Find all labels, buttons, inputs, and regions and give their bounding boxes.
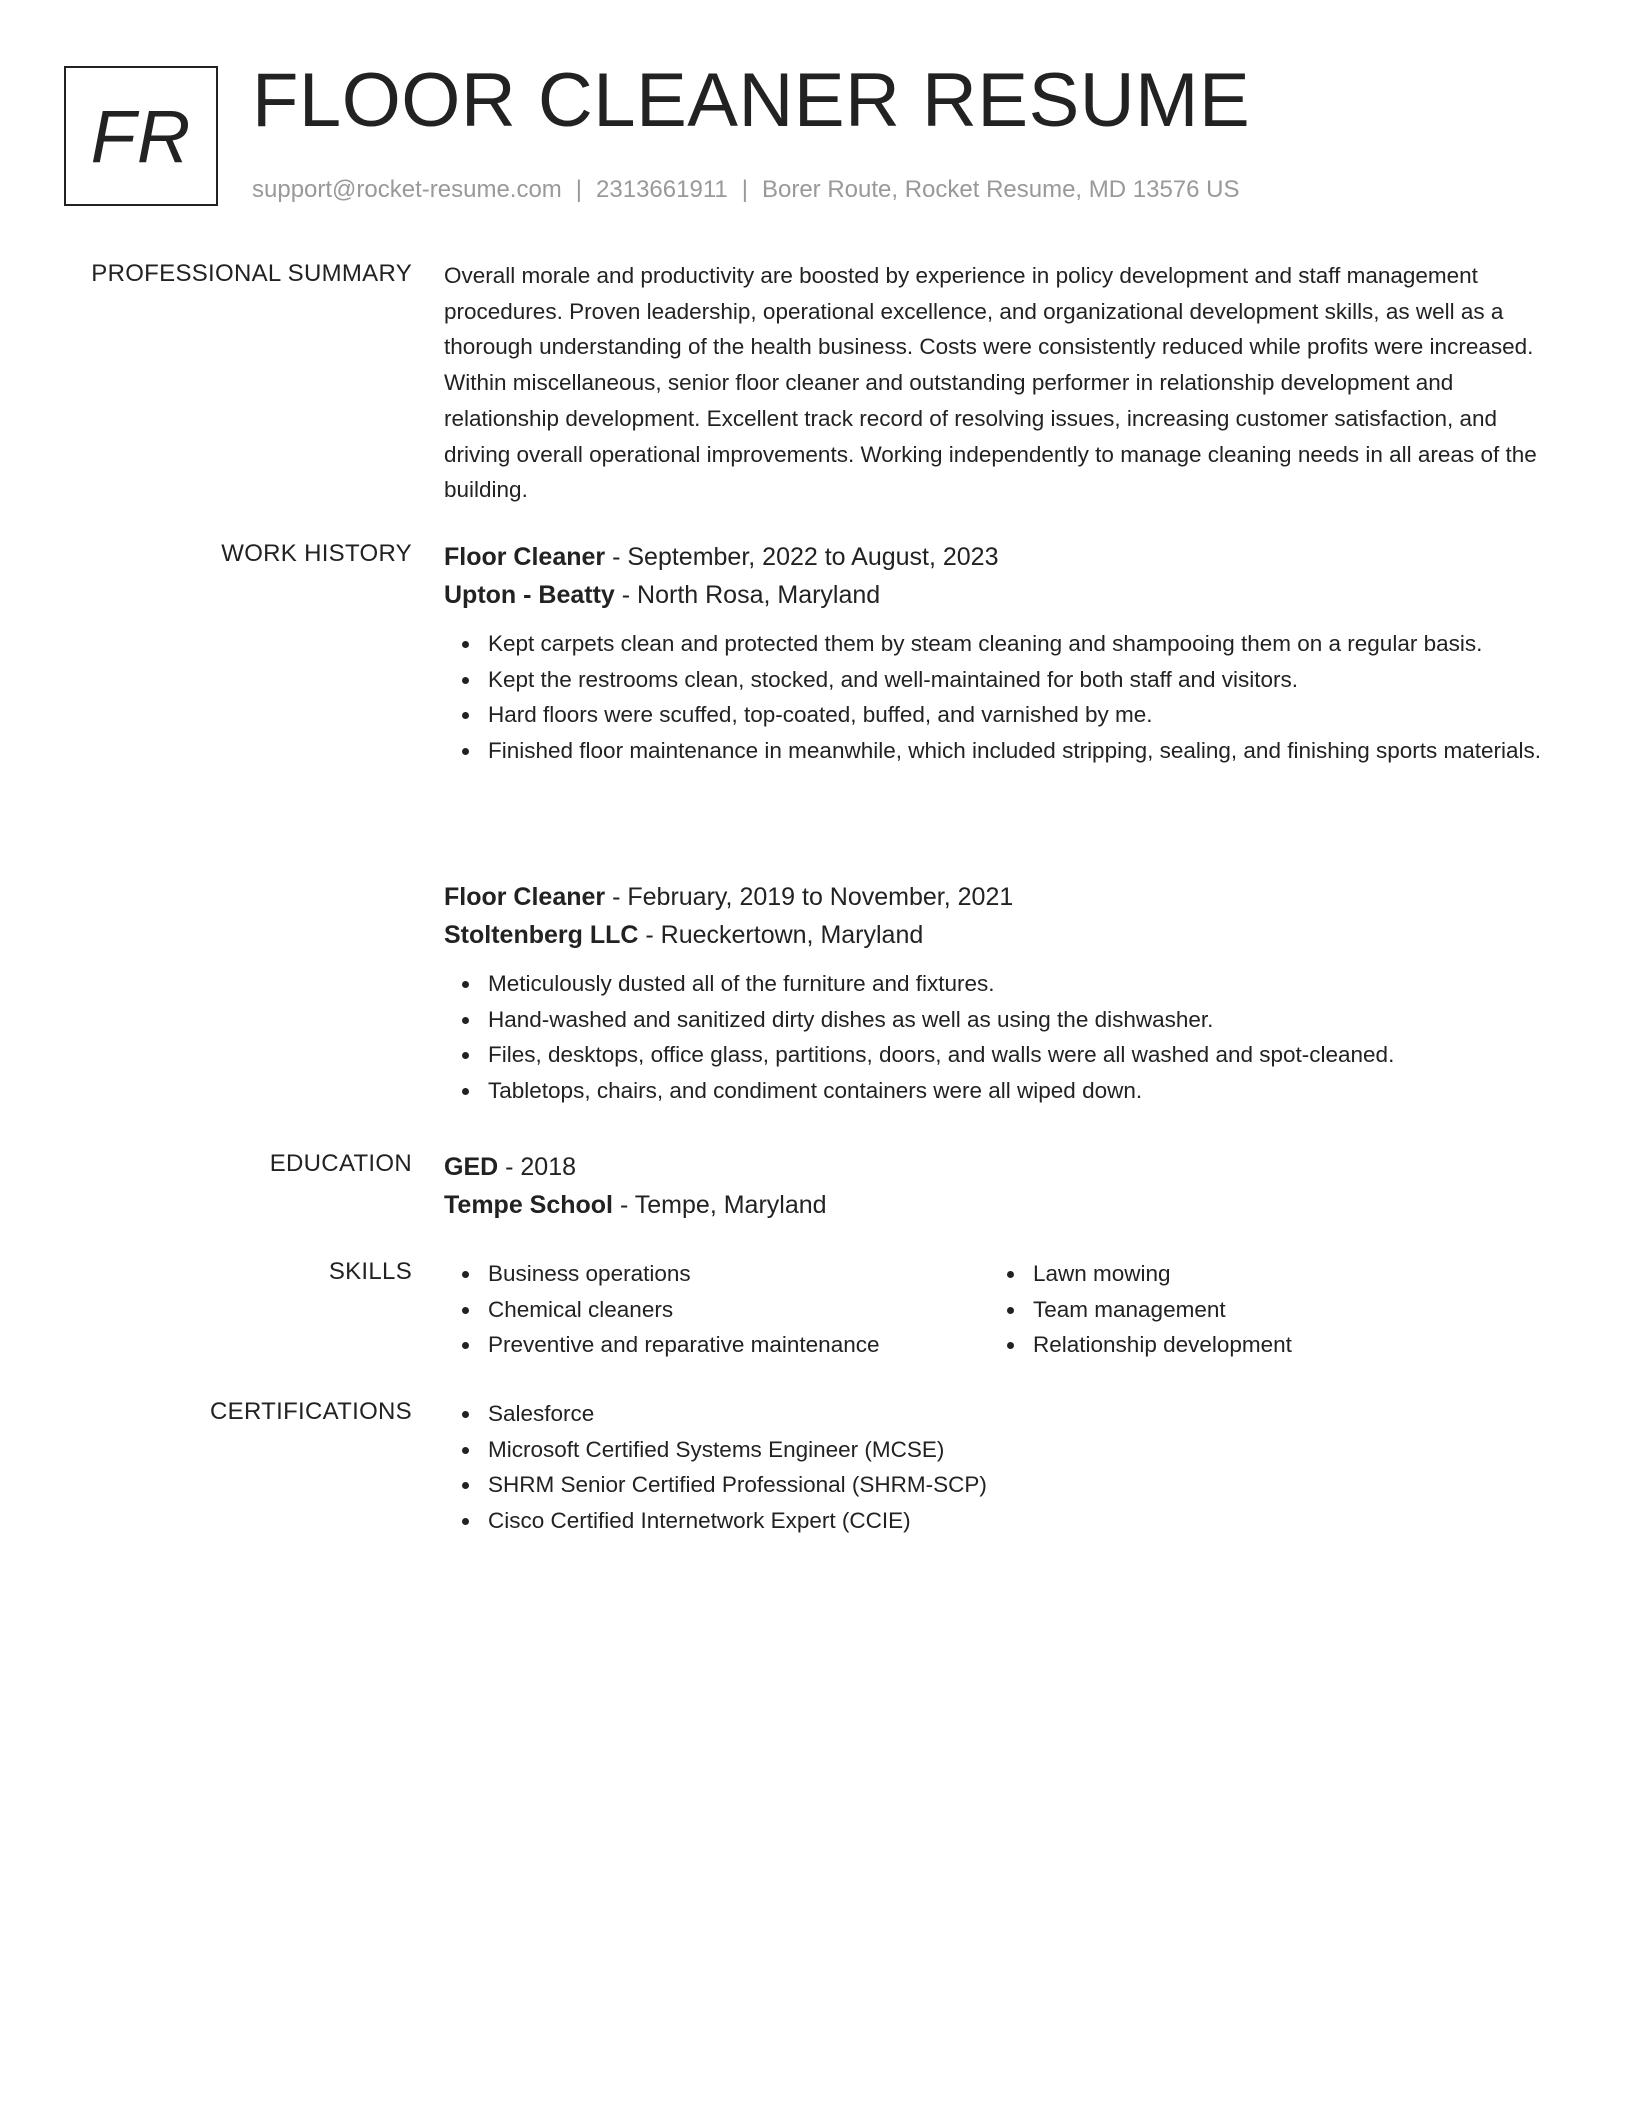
- summary-text: Overall morale and productivity are boosted by experience in policy development and staff management procedures. Proven leadership, operational excellence, and organizational development skills, as well as a thorough understanding of the health business. Costs were consistently reduced while profits were increased. Within miscellaneous, senior floor cleaner and outstanding performer in relationship development and relationship development. Excellent track record of resolving issues, increasing customer satisfaction, and driving overall operational improvements. Working independently to manage cleaning needs in all areas of the building.: [444, 263, 1537, 503]
- contact-separator: |: [575, 176, 583, 203]
- list-item: Relationship development: [1033, 1327, 1489, 1363]
- job-duties-list: [444, 966, 1564, 1109]
- job-title-line: [444, 878, 1564, 916]
- list-item: Kept carpets clean and protected them by steam cleaning and shampooing them on a regular basis.: [488, 626, 1564, 662]
- list-item: Microsoft Certified Systems Engineer (MCSE): [488, 1432, 1564, 1468]
- job-company: Upton - Beatty: [444, 581, 615, 609]
- work-history-body-2: [444, 878, 1564, 1109]
- school-name: Tempe School: [444, 1191, 614, 1219]
- resume-title: FLOOR CLEANER RESUME: [252, 58, 1251, 143]
- section-label-work-history: WORK HISTORY: [221, 540, 412, 567]
- list-item: Hard floors were scuffed, top-coated, buffed, and varnished by me.: [488, 697, 1564, 733]
- monogram: FR: [64, 66, 218, 206]
- section-label-certifications: CERTIFICATIONS: [210, 1398, 412, 1425]
- degree: GED: [444, 1153, 499, 1181]
- education-body: [444, 1148, 1564, 1224]
- school-line: [444, 1186, 1564, 1224]
- job-company-line: [444, 916, 1564, 954]
- section-label-education: EDUCATION: [269, 1150, 412, 1177]
- certifications-list: [444, 1396, 1564, 1539]
- contact-address: Borer Route, Rocket Resume, MD 13576 US: [761, 176, 1240, 203]
- certifications-body: [444, 1396, 1564, 1539]
- list-item: Cisco Certified Internetwork Expert (CCIE): [488, 1503, 1564, 1539]
- contact-email: support@rocket-resume.com: [252, 176, 562, 203]
- list-item: Business operations: [488, 1256, 989, 1292]
- list-item: Lawn mowing: [1033, 1256, 1489, 1292]
- skills-grid: [444, 1256, 1564, 1363]
- list-item: Team management: [1033, 1292, 1489, 1328]
- job-company: Stoltenberg LLC: [444, 921, 639, 949]
- section-label-skills: SKILLS: [328, 1258, 412, 1285]
- contact-separator: |: [741, 176, 748, 203]
- school-location: - Tempe, Maryland: [613, 1191, 827, 1219]
- job-title-line: [444, 538, 1564, 576]
- list-item: Hand-washed and sanitized dirty dishes as well as using the dishwasher.: [488, 1002, 1564, 1038]
- job-title: Floor Cleaner: [444, 543, 606, 571]
- degree-year: - 2018: [498, 1153, 577, 1181]
- contact-line: [252, 174, 1240, 206]
- job-entry: [444, 538, 1564, 769]
- job-dates: - February, 2019 to November, 2021: [605, 883, 1014, 911]
- contact-phone: 2313661911: [596, 176, 728, 203]
- section-label-summary: PROFESSIONAL SUMMARY: [91, 260, 412, 287]
- list-item: Meticulously dusted all of the furniture and fixtures.: [488, 966, 1564, 1002]
- list-item: Kept the restrooms clean, stocked, and well-maintained for both staff and visitors.: [488, 662, 1564, 698]
- summary-body: [444, 258, 1564, 508]
- skills-body: [444, 1256, 1564, 1363]
- work-history-body: [444, 538, 1564, 769]
- job-dates: - September, 2022 to August, 2023: [605, 543, 999, 571]
- job-location: - North Rosa, Maryland: [614, 581, 881, 609]
- job-company-line: [444, 576, 1564, 614]
- skills-list-right: [989, 1256, 1489, 1363]
- degree-line: [444, 1148, 1564, 1186]
- job-location: - Rueckertown, Maryland: [638, 921, 924, 949]
- list-item: Tabletops, chairs, and condiment containers were all wiped down.: [488, 1073, 1564, 1109]
- list-item: Files, desktops, office glass, partitions, doors, and walls were all washed and spot-cleaned.: [488, 1037, 1564, 1073]
- job-title: Floor Cleaner: [444, 883, 606, 911]
- job-duties-list: [444, 626, 1564, 769]
- list-item: Chemical cleaners: [488, 1292, 989, 1328]
- list-item: Preventive and reparative maintenance: [488, 1327, 989, 1363]
- list-item: SHRM Senior Certified Professional (SHRM-SCP): [488, 1467, 1564, 1503]
- job-entry: [444, 878, 1564, 1109]
- list-item: Salesforce: [488, 1396, 1564, 1432]
- skills-list-left: [444, 1256, 989, 1363]
- list-item: Finished floor maintenance in meanwhile, which included stripping, sealing, and finishing sports materials.: [488, 733, 1564, 769]
